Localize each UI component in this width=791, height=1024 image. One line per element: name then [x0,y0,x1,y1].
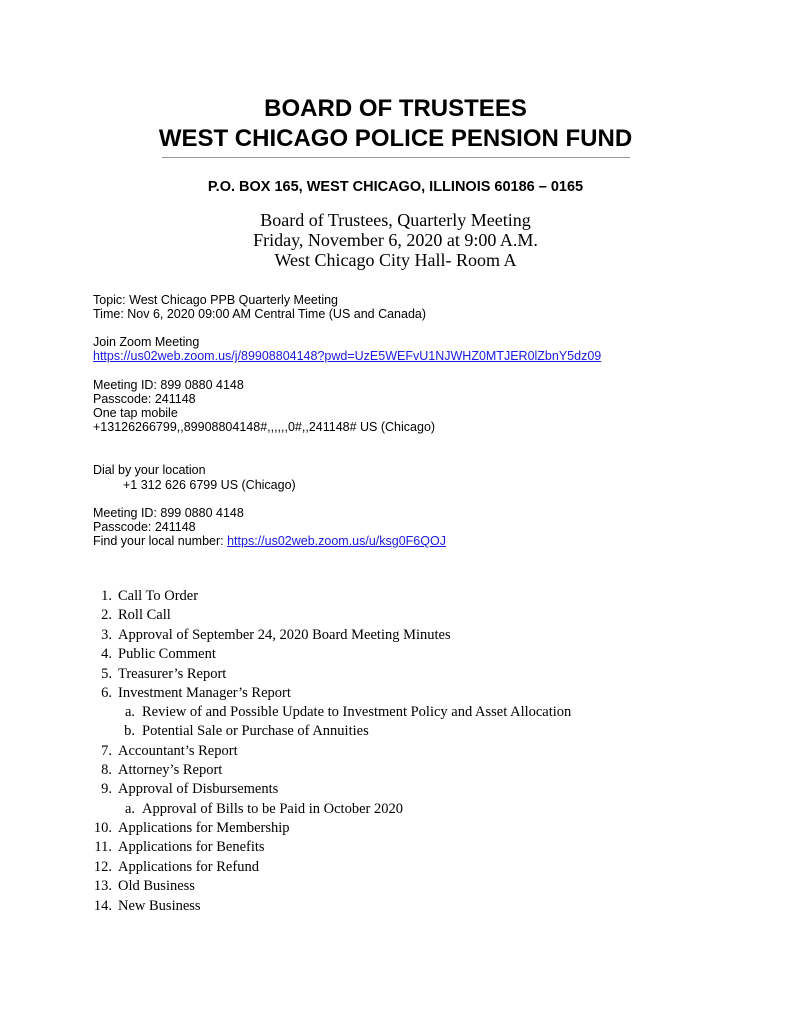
agenda-subitem-label: Potential Sale or Purchase of Annuities [142,723,369,739]
agenda-subitem-label: Approval of Bills to be Paid in October 2020 [142,801,403,817]
agenda-subitem-letter: a. [124,704,135,720]
agenda-item-number: 2. [101,607,112,623]
meeting-name: Board of Trustees, Quarterly Meeting [260,210,531,230]
zoom-topic: Topic: West Chicago PPB Quarterly Meeting [93,293,339,307]
agenda-item-label: Public Comment [118,646,216,662]
agenda-item-number: 14. [93,898,112,914]
zoom-local-number-label: Find your local number: [93,534,228,548]
agenda-item-number: 1. [101,588,112,604]
zoom-passcode-repeat: Passcode: 241148 [93,520,196,534]
zoom-passcode: Passcode: 241148 [93,392,196,406]
agenda-item-number: 11. [94,839,112,855]
meeting-location: West Chicago City Hall- Room A [274,250,517,270]
agenda-item-label: Attorney’s Report [118,762,223,778]
document-title-line1: BOARD OF TRUSTEES [264,95,527,122]
agenda-item-label: Investment Manager’s Report [118,685,291,701]
agenda-item-number: 3. [101,627,112,643]
zoom-join-label: Join Zoom Meeting [93,335,200,349]
agenda-item-label: Treasurer’s Report [118,666,227,682]
zoom-meeting-id: Meeting ID: 899 0880 4148 [93,378,244,392]
zoom-time: Time: Nov 6, 2020 09:00 AM Central Time (US and Canada) [93,307,427,321]
agenda-item-label: Applications for Refund [118,859,259,875]
agenda-item-label: Approval of September 24, 2020 Board Meeting Minutes [118,627,451,643]
title-divider [162,157,630,158]
agenda-item-label: Applications for Membership [118,820,290,836]
agenda-item-label: Roll Call [118,607,171,623]
zoom-join-link[interactable]: https://us02web.zoom.us/j/89908804148?pwd=UzE5WEFvU1NJWHZ0MTJER0lZbnY5dz09 [93,349,602,363]
agenda-item-number: 4. [101,646,112,662]
document-title-line2: WEST CHICAGO POLICE PENSION FUND [158,125,633,152]
agenda-item-number: 5. [101,666,112,682]
agenda-subitem-label: Review of and Possible Update to Investment Policy and Asset Allocation [142,704,572,720]
zoom-local-number-link[interactable]: https://us02web.zoom.us/u/ksg0F6QOJ [227,534,446,548]
agenda-subitem-letter: a. [124,801,135,817]
agenda-item-label: New Business [118,898,201,914]
zoom-dial-number: +1 312 626 6799 US (Chicago) [123,478,296,492]
zoom-one-tap-label: One tap mobile [93,406,178,420]
mailing-address: P.O. BOX 165, WEST CHICAGO, ILLINOIS 60186 – 0165 [207,179,584,195]
agenda-item-number: 9. [101,781,112,797]
zoom-one-tap-number: +13126266799,,89908804148#,,,,,,0#,,241148# US (Chicago) [93,420,436,434]
agenda-item-number: 10. [93,820,112,836]
agenda-subitem-letter: b. [124,723,135,739]
agenda-item-number: 6. [101,685,112,701]
agenda-item-label: Applications for Benefits [118,839,265,855]
agenda-item-label: Call To Order [118,588,199,604]
zoom-dial-label: Dial by your location [93,463,206,477]
agenda-item-label: Approval of Disbursements [118,781,279,797]
zoom-local-number-row [93,534,446,548]
agenda-item-number: 7. [101,743,112,759]
agenda-item-number: 8. [101,762,112,778]
agenda-item-number: 13. [93,878,112,894]
agenda-item-label: Accountant’s Report [118,743,238,759]
agenda-item-label: Old Business [118,878,195,894]
zoom-meeting-id-repeat: Meeting ID: 899 0880 4148 [93,506,244,520]
meeting-date: Friday, November 6, 2020 at 9:00 A.M. [253,230,538,250]
agenda-item-number: 12. [93,859,112,875]
